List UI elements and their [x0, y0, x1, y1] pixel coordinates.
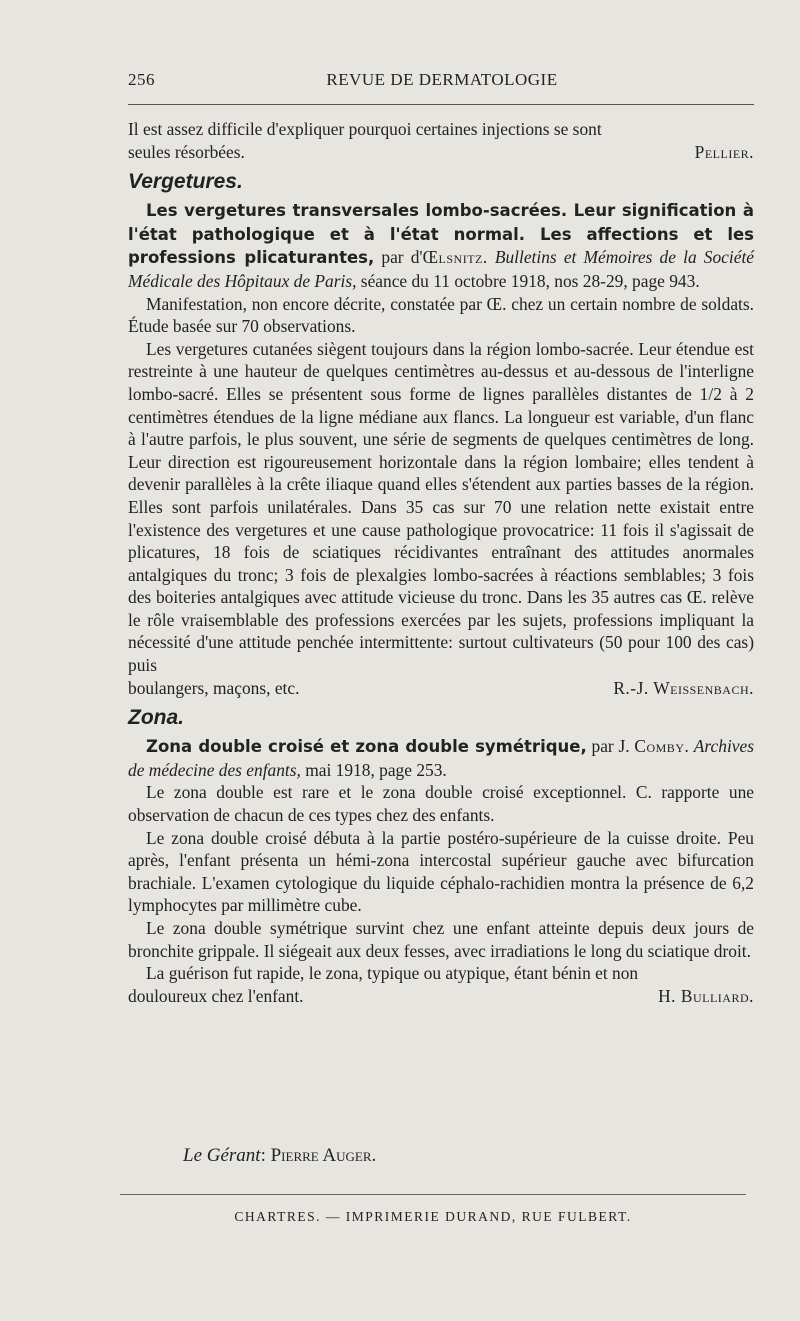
zona-paragraph-1: Le zona double est rare et le zona double croisé exceptionnel. C. rapporte une observation de chacun de ces types chez des enfants. — [128, 782, 754, 826]
gerant-label: Le Gérant — [183, 1145, 261, 1166]
author-intro: par d' — [374, 247, 423, 268]
article-title-vergetures: Les vergetures transversales lombo-sacrées. Leur signification à l'état pathologique et à l'état normal. Les affections et les professions plicaturantes, — [128, 201, 754, 268]
signature-weissenbach: R.-J. Weissenbach. — [613, 677, 754, 698]
top-paragraph — [128, 118, 754, 141]
footer-rule — [120, 1194, 746, 1195]
source-details: séance du 11 octobre 1918, nos 28-29, page 943. — [356, 270, 700, 291]
zona-paragraph-3: Le zona double symétrique survint chez une enfant atteinte depuis deux jours de bronchite grippale. Il siégeait aux deux fesses, avec irradiations le long du sciatique droit. — [128, 918, 754, 961]
vergetures-paragraph-2: Les vergetures cutanées siègent toujours dans la région lombo-sacrée. Leur étendue est restreinte à une hauteur de quelques centimètres au-dessus et au-dessous de l'interligne lombo-sacré. Elles se présentent sous forme de lignes parallèles distantes de 1/2 à 2 centimètres étendues de la ligne médiane aux flancs. La longueur est variable, d'un flanc à l'autre parfois, le plus souvent, une série de segments de quelques centimètres de long. Leur direction est rigoureusement horizontale dans la région lombaire; elles tendent à devenir parallèles à la crête iliaque quand elles s'étendent aux parties basses de la région. Elles sont parfois unilatérales. Dans 35 cas sur 70 une relation nette existait entre l'existence des vergetures et une cause pathologique provocatrice: 11 fois il s'agissait de plicatures, 18 fois de sciatiques récidivantes entraînant des attitudes anormales antalgiques du tronc; 3 fois de plexalgies lombo-sacrées à réactions semblables; 3 fois des boiteries antalgiques avec attitude vicieuse du tronc. Dans les 35 autres cas Œ. relève le rôle vraisemblable des professions exercées par les sujets, professions impliquant la nécessité d'une attitude penchée intermittente: surtout cultivateurs (50 pour 100 des cas) puis — [128, 338, 754, 676]
signature-bulliard: H. Bulliard. — [658, 985, 754, 1006]
article-citation-zona — [128, 735, 754, 781]
source-journal: Bulletins et Mémoires de la Société Médicale des Hôpitaux de Paris, — [128, 247, 754, 291]
zona-paragraph-2: Le zona double croisé débuta à la partie postéro-supérieure de la cuisse droite. Peu après, l'enfant présenta un hémi-zona intercostal supérieur gauche avec bifurcation brachiale. L'examen cytologique du liquide céphalo-rachidien montra la présence de 6,2 lymphocytes par millimètre cube. — [128, 827, 754, 916]
zona-paragraph-4-end: douloureux chez l'enfant. — [128, 985, 304, 1006]
source-details: mai 1918, page 253. — [300, 759, 447, 780]
gerant-colon: : — [260, 1145, 271, 1166]
article-citation-vergetures — [128, 199, 754, 292]
section-heading-vergetures: Vergetures. — [128, 170, 243, 194]
article-title-zona: Zona double croisé et zona double symétrique, — [146, 737, 587, 757]
section-heading-zona: Zona. — [128, 706, 184, 730]
page-body — [128, 118, 754, 1007]
vergetures-last-line — [128, 677, 754, 700]
author-intro: par J. — [586, 736, 635, 757]
header-rule — [128, 104, 754, 105]
top-paragraph-line2: seules résorbées. — [128, 141, 245, 162]
gerant-name: Pierre Auger. — [270, 1145, 377, 1166]
zona-last-line — [128, 985, 754, 1008]
signature-pellier: Pellier. — [694, 141, 754, 162]
source-journal: Archives de médecine des enfants, — [128, 736, 754, 780]
vergetures-paragraph-2-end: boulangers, maçons, etc. — [128, 677, 300, 698]
author-oelsnitz: Œlsnitz. — [422, 247, 488, 268]
printer-imprint: CHARTRES. — IMPRIMERIE DURAND, RUE FULBERT. — [234, 1209, 632, 1224]
author-comby: Comby. — [634, 736, 690, 757]
zona-paragraph-4: La guérison fut rapide, le zona, typique ou atypique, étant bénin et non — [146, 963, 639, 984]
top-paragraph-last-line — [128, 141, 754, 164]
gerant-line — [183, 1145, 376, 1167]
page-number: 256 — [128, 70, 155, 89]
vergetures-paragraph-1: Manifestation, non encore décrite, constatée par Œ. chez un certain nombre de soldats. Étude basée sur 70 observations. — [128, 293, 754, 337]
journal-title: REVUE DE DERMATOLOGIE — [326, 70, 558, 89]
top-paragraph-line1: Il est assez difficile d'expliquer pourquoi certaines injections se sont — [128, 119, 602, 139]
running-header — [128, 70, 756, 94]
